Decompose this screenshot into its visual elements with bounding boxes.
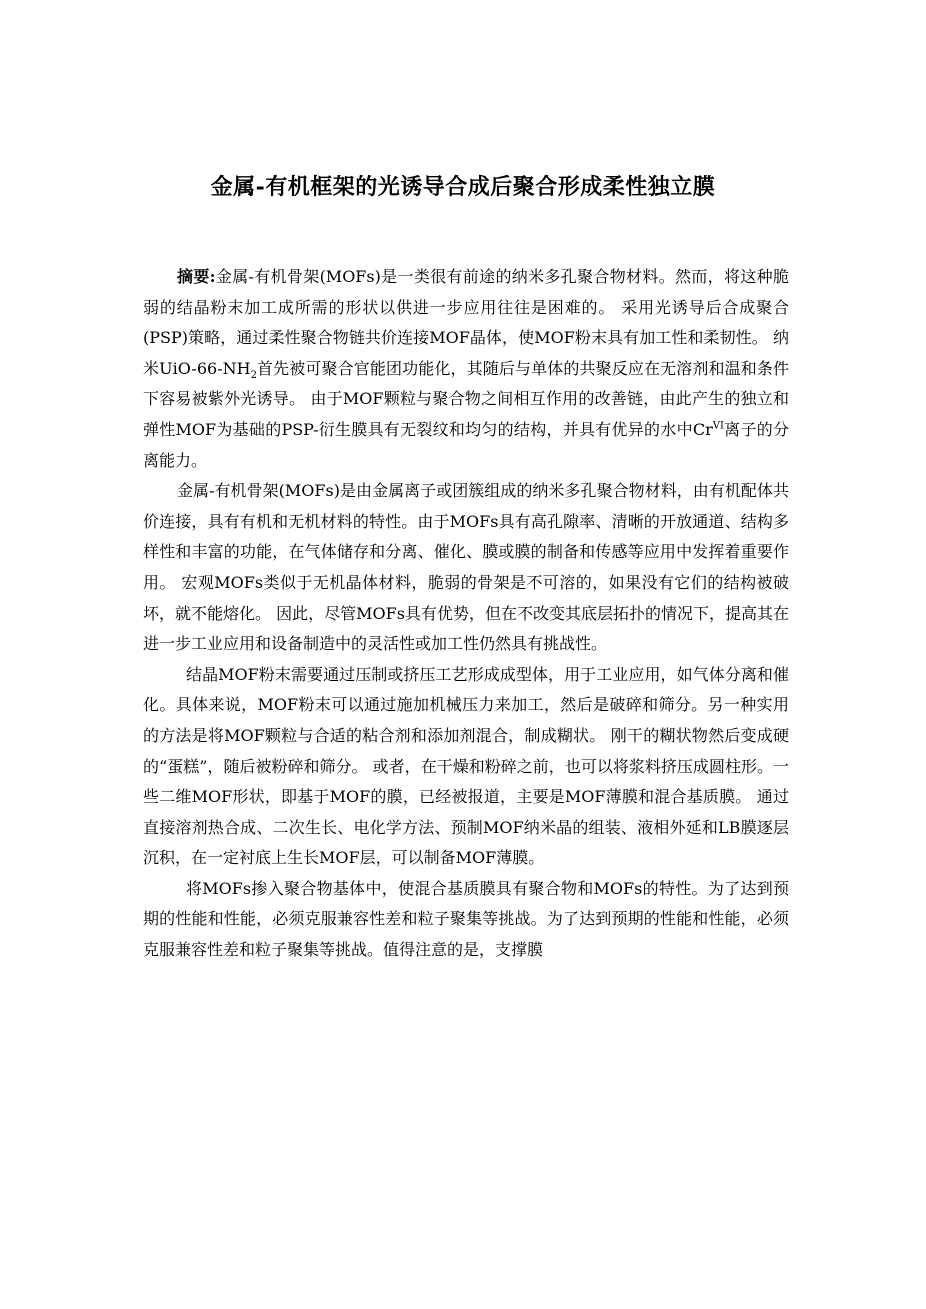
body-paragraph-1: 金属-有机骨架(MOFs)是由金属离子或团簇组成的纳米多孔聚合物材料，由有机配体共价连接，具有有机和无机材料的特性。由于MOFs具有高孔隙率、清晰的开放通道、结构多样性和丰富的功能，在气体储存和分离、催化、膜或膜的制备和传感等应用中发挥着重要作用。 宏观MOFs类似于无机晶体材料，脆弱的骨架是不可溶的，如果没有它们的结构被破坏，就不能熔化。 因此，尽管MOFs具有优势，但在不改变其底层拓扑的情况下，提高其在进一步工业应用和设备制造中的灵活性或加工性仍然具有挑战性。 bbox=[143, 481, 789, 654]
abstract-text-part1: 金属-有机骨架(MOFs)是一类很有前途的纳米多孔聚合物材料。然而，将这种脆弱的结晶粉末加工成所需的形状以供进一步应用往往是困难的。 采用光诱导后合成聚合(PSP)策略，通过柔性聚合物链共价连接MOF晶体，使MOF粉末具有加工性和柔韧性。 纳米UiO-66-NH bbox=[143, 267, 789, 378]
abstract-text-part2: 首先被可聚合官能团功能化，其随后与单体的共聚反应在无溶剂和温和条件下容易被紫外光诱导。 由于MOF颗粒与聚合物之间相互作用的改善链，由此产生的独立和弹性MOF为基础的PSP-衍生膜具有无裂纹和均匀的结构，并具有优异的水中Cr bbox=[143, 358, 789, 439]
oxidation-state-superscript: VI bbox=[712, 420, 724, 432]
body-paragraph-3: 将MOFs掺入聚合物基体中，使混合基质膜具有聚合物和MOFs的特性。为了达到预期的性能和性能，必须克服兼容性差和粒子聚集等挑战。为了达到预期的性能和性能，必须克服兼容性差和粒子聚集等挑战。值得注意的是，支撑膜 bbox=[143, 878, 789, 960]
abstract-paragraph bbox=[143, 262, 789, 476]
chemical-subscript: 2 bbox=[250, 369, 257, 381]
body-paragraph-2: 结晶MOF粉末需要通过压制或挤压工艺形成成型体，用于工业应用，如气体分离和催化。具体来说，MOF粉末可以通过施加机械压力来加工，然后是破碎和筛分。另一种实用的方法是将MOF颗粒与合适的粘合剂和添加剂混合，制成糊状。 刚干的糊状物然后变成硬的“蛋糕”，随后被粉碎和筛分。 或者，在干燥和粉碎之前，也可以将浆料挤压成圆柱形。一些二维MOF形状，即基于MOF的膜，已经被报道，主要是MOF薄膜和混合基质膜。 通过直接溶剂热合成、二次生长、电化学方法、预制MOF纳米晶的组装、液相外延和LB膜逐层沉积，在一定衬底上生长MOF层，可以制备MOF薄膜。 bbox=[143, 664, 789, 868]
document-body bbox=[143, 262, 789, 966]
abstract-label: 摘要: bbox=[177, 267, 216, 286]
abstract-text-part3: 离子的分离能力。 bbox=[143, 419, 789, 470]
document-title: 金属-有机框架的光诱导合成后聚合形成柔性独立膜 bbox=[210, 174, 716, 200]
